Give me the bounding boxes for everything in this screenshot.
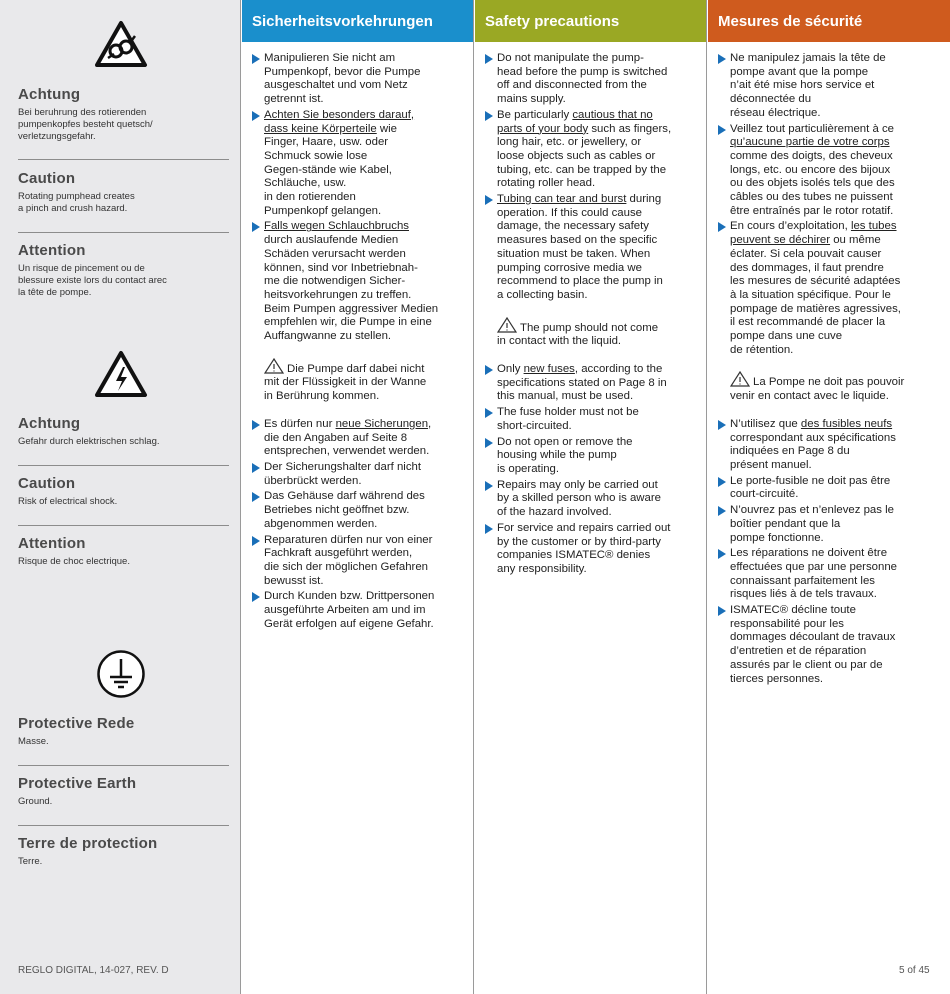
sidebar-section-terre bbox=[18, 835, 229, 868]
section-text: Bei beruhrung des rotierenden pumpenkopfes besteht quetsch/ verletzungsgefahr. bbox=[18, 107, 153, 142]
rotating-hazard-icon bbox=[0, 20, 241, 68]
divider bbox=[18, 525, 229, 526]
section-text: Risque de choc electrique. bbox=[18, 556, 130, 567]
section-title: Caution bbox=[18, 475, 76, 492]
list-item: N’ouvrez pas et n’enlevez pas le boîtier pendant que la pompe fonctionne. bbox=[718, 504, 942, 545]
list-item: ISMATEC® décline toute responsabilité pour les dommages découlant de travaux d’entretien et de réparation assurés par le client ou par de tierces personnes. bbox=[718, 604, 942, 686]
sidebar-section-achtung-rotating bbox=[18, 86, 229, 143]
list-item: Les réparations ne doivent être effectuées que par une personne connaissant parfaitement les risques liés à de tels travaux. bbox=[718, 547, 942, 602]
list-item: Manipulieren Sie nicht am Pumpenkopf, bevor die Pumpe ausgeschaltet und vom Netz getrennt ist. bbox=[252, 52, 465, 107]
list-item: Der Sicherungshalter darf nicht überbrückt werden. bbox=[252, 461, 465, 488]
electrical-hazard-icon bbox=[0, 350, 241, 398]
sidebar-section-attention-electric bbox=[18, 535, 229, 568]
section-text: Gefahr durch elektrischen schlag. bbox=[18, 436, 160, 447]
page-number: 5 of 45 bbox=[899, 965, 930, 976]
list-item: Veillez tout particulièrement à ce qu’aucune partie de votre corps comme des doigts, des cheveux longs, etc. ou encore des bijoux ou des objets isolés tels que des câbles ou des tubes ne puissent être entraînés par le rotor rotatif. bbox=[718, 123, 942, 219]
sidebar-section-caution-rotating bbox=[18, 170, 229, 215]
list-item: Le porte-fusible ne doit pas être court-circuité. bbox=[718, 475, 942, 502]
warning-sidebar bbox=[0, 0, 241, 994]
sidebar-section-caution-electric bbox=[18, 475, 229, 508]
section-title: Terre de protection bbox=[18, 835, 158, 852]
section-text: Ground. bbox=[18, 796, 53, 807]
sidebar-section-achtung-electric bbox=[18, 415, 229, 448]
list-item: Do not open or remove the housing while the pump is operating. bbox=[485, 436, 698, 477]
list-item: Be particularly cautious that no parts of your body such as fingers, long hair, etc. or jewellery, or loose objects such as cables or tubing, etc. can be trapped by the rotating roller head. bbox=[485, 109, 698, 191]
divider bbox=[18, 232, 229, 233]
list-item: For service and repairs carried out by the customer or by third-party companies ISMATEC® denies any responsibility. bbox=[485, 522, 698, 577]
warning-triangle-icon bbox=[730, 371, 750, 387]
column-german bbox=[242, 0, 474, 994]
warning-triangle-icon bbox=[264, 358, 284, 374]
section-text: Terre. bbox=[18, 856, 43, 867]
warning-note: Die Pumpe darf dabei nicht mit der Flüssigkeit in der Wanne in Berührung kommen. bbox=[252, 358, 465, 404]
protective-earth-icon bbox=[0, 649, 241, 699]
list-item: Durch Kunden bzw. Drittpersonen ausgeführte Arbeiten am und im Gerät erfolgen auf eigene Gefahr. bbox=[252, 590, 465, 631]
list-item: Ne manipulez jamais la tête de pompe avant que la pompe n’ait été mise hors service et déconnectée du réseau électrique. bbox=[718, 52, 942, 121]
list-item: The fuse holder must not be short-circuited. bbox=[485, 406, 698, 433]
column-title: Sicherheitsvorkehrungen bbox=[242, 0, 473, 42]
list-item: Tubing can tear and burst during operation. If this could cause damage, the necessary safety measures based on the specific situation must be taken. When pumping corrosive media we recommend to place the pump in a collecting basin. bbox=[485, 193, 698, 303]
section-title: Protective Rede bbox=[18, 715, 135, 732]
sidebar-section-protective-rede bbox=[18, 715, 229, 748]
warning-note: La Pompe ne doit pas pouvoir venir en contact avec le liquide. bbox=[718, 371, 942, 403]
list-item: Es dürfen nur neue Sicherungen, die den Angaben auf Seite 8 entsprechen, verwendet werden. bbox=[252, 418, 465, 459]
warning-triangle-icon bbox=[497, 317, 517, 333]
list-item: Achten Sie besonders darauf, dass keine Körperteile wie Finger, Haare, usw. oder Schmuck sowie lose Gegen-stände wie Kabel, Schläuche, usw. in den rotierenden Pumpenkopf gelangen. bbox=[252, 109, 465, 219]
list-item: Das Gehäuse darf während des Betriebes nicht geöffnet bzw. abgenommen werden. bbox=[252, 490, 465, 531]
section-text: Masse. bbox=[18, 736, 49, 747]
list-item: Only new fuses, according to the specifications stated on Page 8 in this manual, must be used. bbox=[485, 363, 698, 404]
list-item: N’utilisez que des fusibles neufs correspondant aux spécifications indiquées en Page 8 du présent manuel. bbox=[718, 418, 942, 473]
section-title: Caution bbox=[18, 170, 76, 187]
column-title: Safety precautions bbox=[475, 0, 706, 42]
divider bbox=[18, 825, 229, 826]
section-text: Rotating pumphead creates a pinch and crush hazard. bbox=[18, 191, 135, 214]
list-item: Do not manipulate the pump- head before the pump is switched off and disconnected from the mains supply. bbox=[485, 52, 698, 107]
section-text: Risk of electrical shock. bbox=[18, 496, 118, 507]
list-item: Reparaturen dürfen nur von einer Fachkraft ausgeführt werden, die sich der möglichen Gefahren bewusst ist. bbox=[252, 534, 465, 589]
document-id: REGLO DIGITAL, 14-027, REV. D bbox=[18, 965, 169, 976]
section-text: Un risque de pincement ou de blessure existe lors du contact arec la tête de pompe. bbox=[18, 263, 167, 298]
section-title: Attention bbox=[18, 242, 86, 259]
sidebar-section-protective-earth bbox=[18, 775, 229, 808]
column-title: Mesures de sécurité bbox=[708, 0, 950, 42]
list-item: Falls wegen Schlauchbruchs durch auslaufende Medien Schäden verursacht werden können, sind vor Inbetriebnah- me die notwendigen Sicher- heitsvorkehrungen zu treffen. Beim Pumpen aggressiver Medien empfehlen wir, die Pumpe in eine Auffangwanne zu stellen. bbox=[252, 220, 465, 343]
list-item: En cours d’exploitation, les tubes peuvent se déchirer ou même éclater. Si cela pouvait causer des dommages, il faut prendre les mesures de sécurité adaptées à la situation spécifique. Pour le pompage de matières agressives, il est recommandé de placer la pompe dans une cuve de rétention. bbox=[718, 220, 942, 357]
section-title: Achtung bbox=[18, 86, 81, 103]
divider bbox=[18, 765, 229, 766]
column-french bbox=[708, 0, 950, 994]
list-item: Repairs may only be carried out by a skilled person who is aware of the hazard involved. bbox=[485, 479, 698, 520]
section-title: Protective Earth bbox=[18, 775, 137, 792]
column-english bbox=[475, 0, 707, 994]
divider bbox=[18, 159, 229, 160]
section-title: Attention bbox=[18, 535, 86, 552]
divider bbox=[18, 465, 229, 466]
warning-note: The pump should not come in contact with the liquid. bbox=[485, 317, 698, 349]
section-title: Achtung bbox=[18, 415, 81, 432]
sidebar-section-attention-rotating bbox=[18, 242, 229, 299]
